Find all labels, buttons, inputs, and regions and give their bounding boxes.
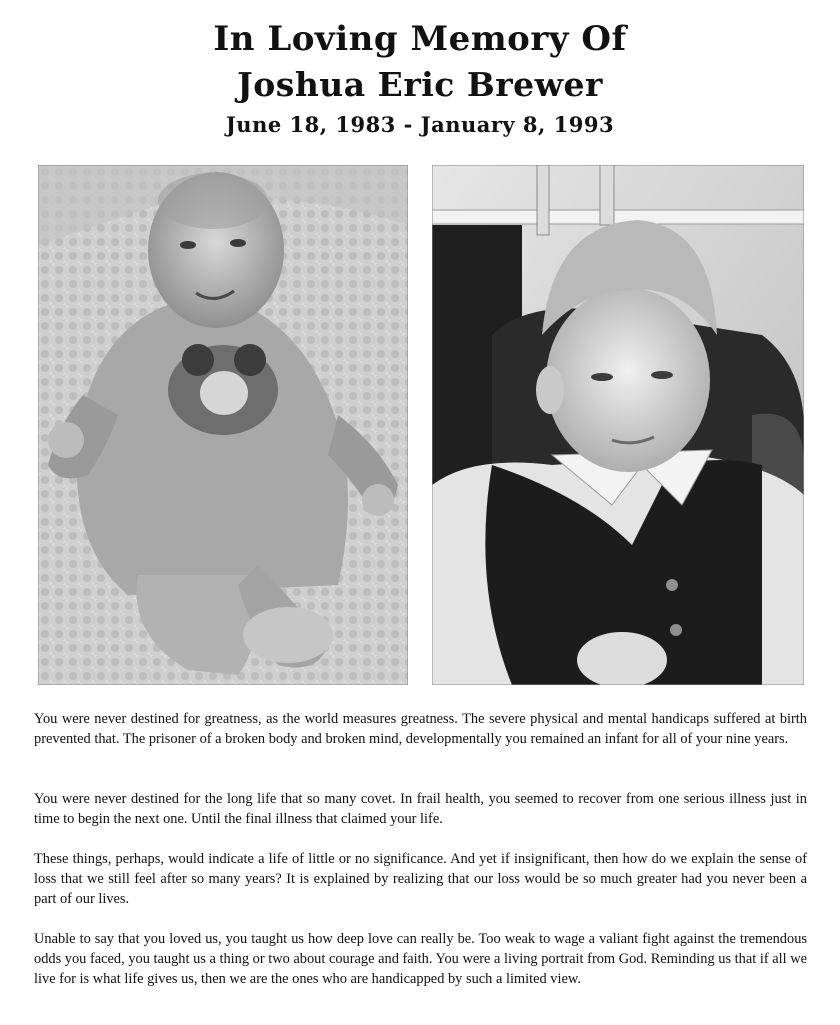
tribute-paragraph: Unable to say that you loved us, you taught us how deep love can really be. Too weak to wage a valiant fight against the tremendous odds you faced, you taught us a thing or two about courage and faith. You were a living portrait from God. Reminding us that if all we live for is what life gives us, then we are the ones who are handicapped by such a limited view. bbox=[34, 931, 807, 987]
memorial-heading: In Loving Memory Of bbox=[213, 19, 627, 59]
memorial-name: Joshua Eric Brewer bbox=[237, 65, 603, 104]
tribute-paragraph: You were never destined for the long life that so many covet. In frail health, you seemed to recover from one serious illness just in time to begin the next one. Until the final illness that claimed your life. bbox=[34, 791, 807, 827]
tribute-paragraph: These things, perhaps, would indicate a life of little or no significance. And yet if insignificant, then how do we explain the sense of loss that we still feel after so many years? It is explained by realizing that our loss would be so much greater had you never been a part of our lives. bbox=[34, 851, 807, 907]
baby-photo bbox=[38, 165, 408, 685]
tribute-paragraph: You were never destined for greatness, as the world measures greatness. The severe physical and mental handicaps suffered at birth prevented that. The prisoner of a broken body and broken mind, developmentally you remained an infant for all of your nine years. bbox=[34, 711, 807, 747]
memorial-dates: June 18, 1983 - January 8, 1993 bbox=[225, 112, 615, 137]
child-photo bbox=[432, 165, 804, 685]
